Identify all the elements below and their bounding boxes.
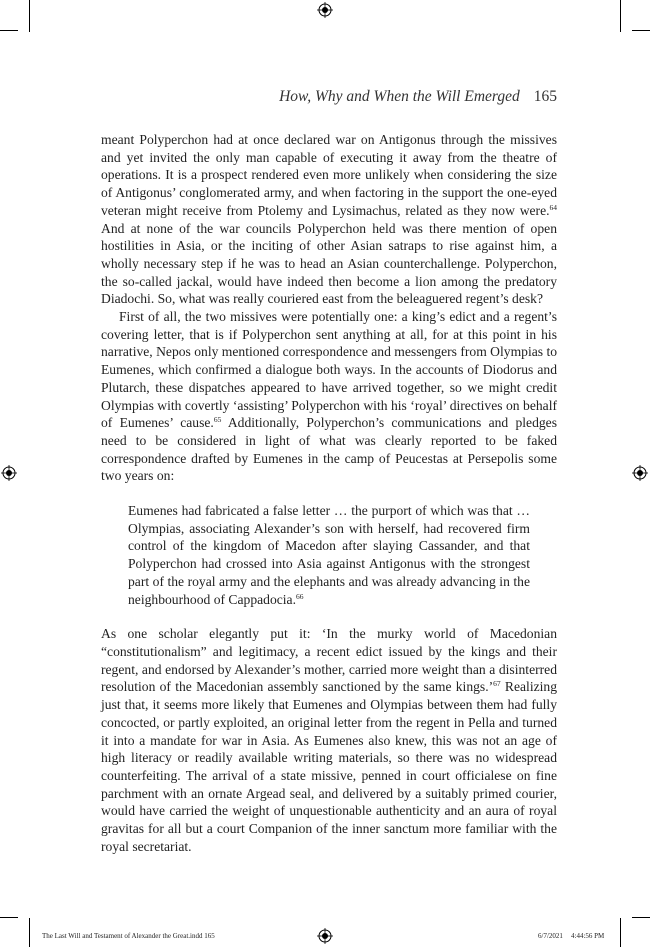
running-head	[100, 88, 557, 106]
paragraph-3-tail: Realizing just that, it seems more likely that Eumenes and Olympias between them had fully concocted, or partly exploited, an original letter from the regent in Pella and turned it into a mandate for war in Asia. As Eumenes also knew, this was not an age of high literacy or readily available writing materials, so there was no widespread counterfeiting. The arrival of a state missive, penned in court officialese on fine parchment with an ornate Argead seal, and delivered by a suitably primed courier, would have carried the weight of unquestionable authenticity and an aura of royal gravitas for all but a court Companion of the inner sanctum more familiar with the royal secretariat.	[101, 679, 557, 854]
slug-date: 6/7/2021	[538, 932, 563, 940]
slug-time: 4:44:56 PM	[571, 932, 605, 940]
block-quote	[128, 502, 530, 608]
crop-mark-top-left-vertical	[29, 0, 30, 32]
registration-mark-right-icon	[632, 465, 648, 481]
crop-mark-bottom-right-vertical	[620, 918, 621, 947]
crop-mark-bottom-left-horizontal	[0, 917, 18, 918]
paragraph-2	[101, 308, 557, 485]
footnote-ref-65: 65	[213, 415, 222, 425]
registration-mark-bottom-icon	[317, 928, 333, 944]
registration-mark-left-icon	[1, 465, 17, 481]
footnote-ref-64: 64	[549, 202, 557, 212]
running-head-title: How, Why and When the Will Emerged	[279, 88, 520, 105]
paragraph-3-text: As one scholar elegantly put it: ‘In the murky world of Macedonian “constitutionalism” and legitimacy, a recent edict issued by the kings and their regent, and endorsed by Alexander’s mother, carried more weight than a disinterred resolution of the Macedonian assembly sanctioned by the same kings.’	[101, 626, 557, 695]
crop-mark-bottom-left-vertical	[29, 918, 30, 947]
block-quote-text: Eumenes had fabricated a false letter … the purport of which was that … Olympias, associating Alexander’s son with herself, had recovered firm control of the kingdom of Macedon after slaying Cassander, and that Polyperchon had crossed into Asia against Antigonus with the strongest part of the royal army and the elephants and was already advancing in the neighbourhood of Cappadocia.	[128, 503, 530, 607]
paragraph-2-tail: Additionally, Polyperchon’s communications and pledges need to be considered in light of what was clearly reported to be faked correspondence drafted by Eumenes in the camp of Peucestas at Persepolis some two years on:	[101, 415, 557, 484]
paragraph-1	[101, 131, 557, 308]
footnote-ref-66: 66	[296, 591, 304, 601]
paragraph-3	[101, 625, 557, 855]
slug-file-name: The Last Will and Testament of Alexander the Great.indd 165	[42, 932, 215, 940]
crop-mark-top-right-horizontal	[632, 30, 650, 31]
paragraph-1-tail: And at none of the war councils Polyperchon held was there mention of open hostilities in Asia, or the inciting of other Asian satraps to rise against him, a wholly necessary step if he was to head an Asian counterchallenge. Polyperchon, the so-called jackal, would have indeed then become a lion among the predatory Diadochi. So, what was really couriered east from the beleaguered regent’s desk?	[101, 220, 557, 307]
crop-mark-top-right-vertical	[620, 0, 621, 32]
footnote-ref-67: 67	[493, 679, 501, 689]
crop-mark-top-left-horizontal	[0, 30, 18, 31]
body-text	[101, 131, 557, 855]
paragraph-1-text: meant Polyperchon had at once declared war on Antigonus through the missives and yet invited the only man capable of executing it away from the theatre of operations. It is a prospect rendered even more unlikely when considering the size of Antigonus’ conglomerated army, and when factoring in the support the one-eyed veteran might receive from Ptolemy and Lysimachus, related as they now were.	[101, 132, 557, 218]
paragraph-2-text: First of all, the two missives were potentially one: a king’s edict and a regent’s covering letter, that is if Polyperchon sent anything at all, for at this point in his narrative, Nepos only mentioned correspondence and messengers from Olympias to Eumenes, which confirmed a dialogue both ways. In the accounts of Diodorus and Plutarch, these dispatches appeared to have arrived together, so we might credit Olympias with covertly ‘assisting’ Polyperchon with his ‘royal’ directives on behalf of Eumenes’ cause.	[101, 309, 558, 431]
registration-mark-top-icon	[317, 2, 333, 18]
page-number: 165	[533, 88, 557, 105]
crop-mark-bottom-right-horizontal	[632, 917, 650, 918]
